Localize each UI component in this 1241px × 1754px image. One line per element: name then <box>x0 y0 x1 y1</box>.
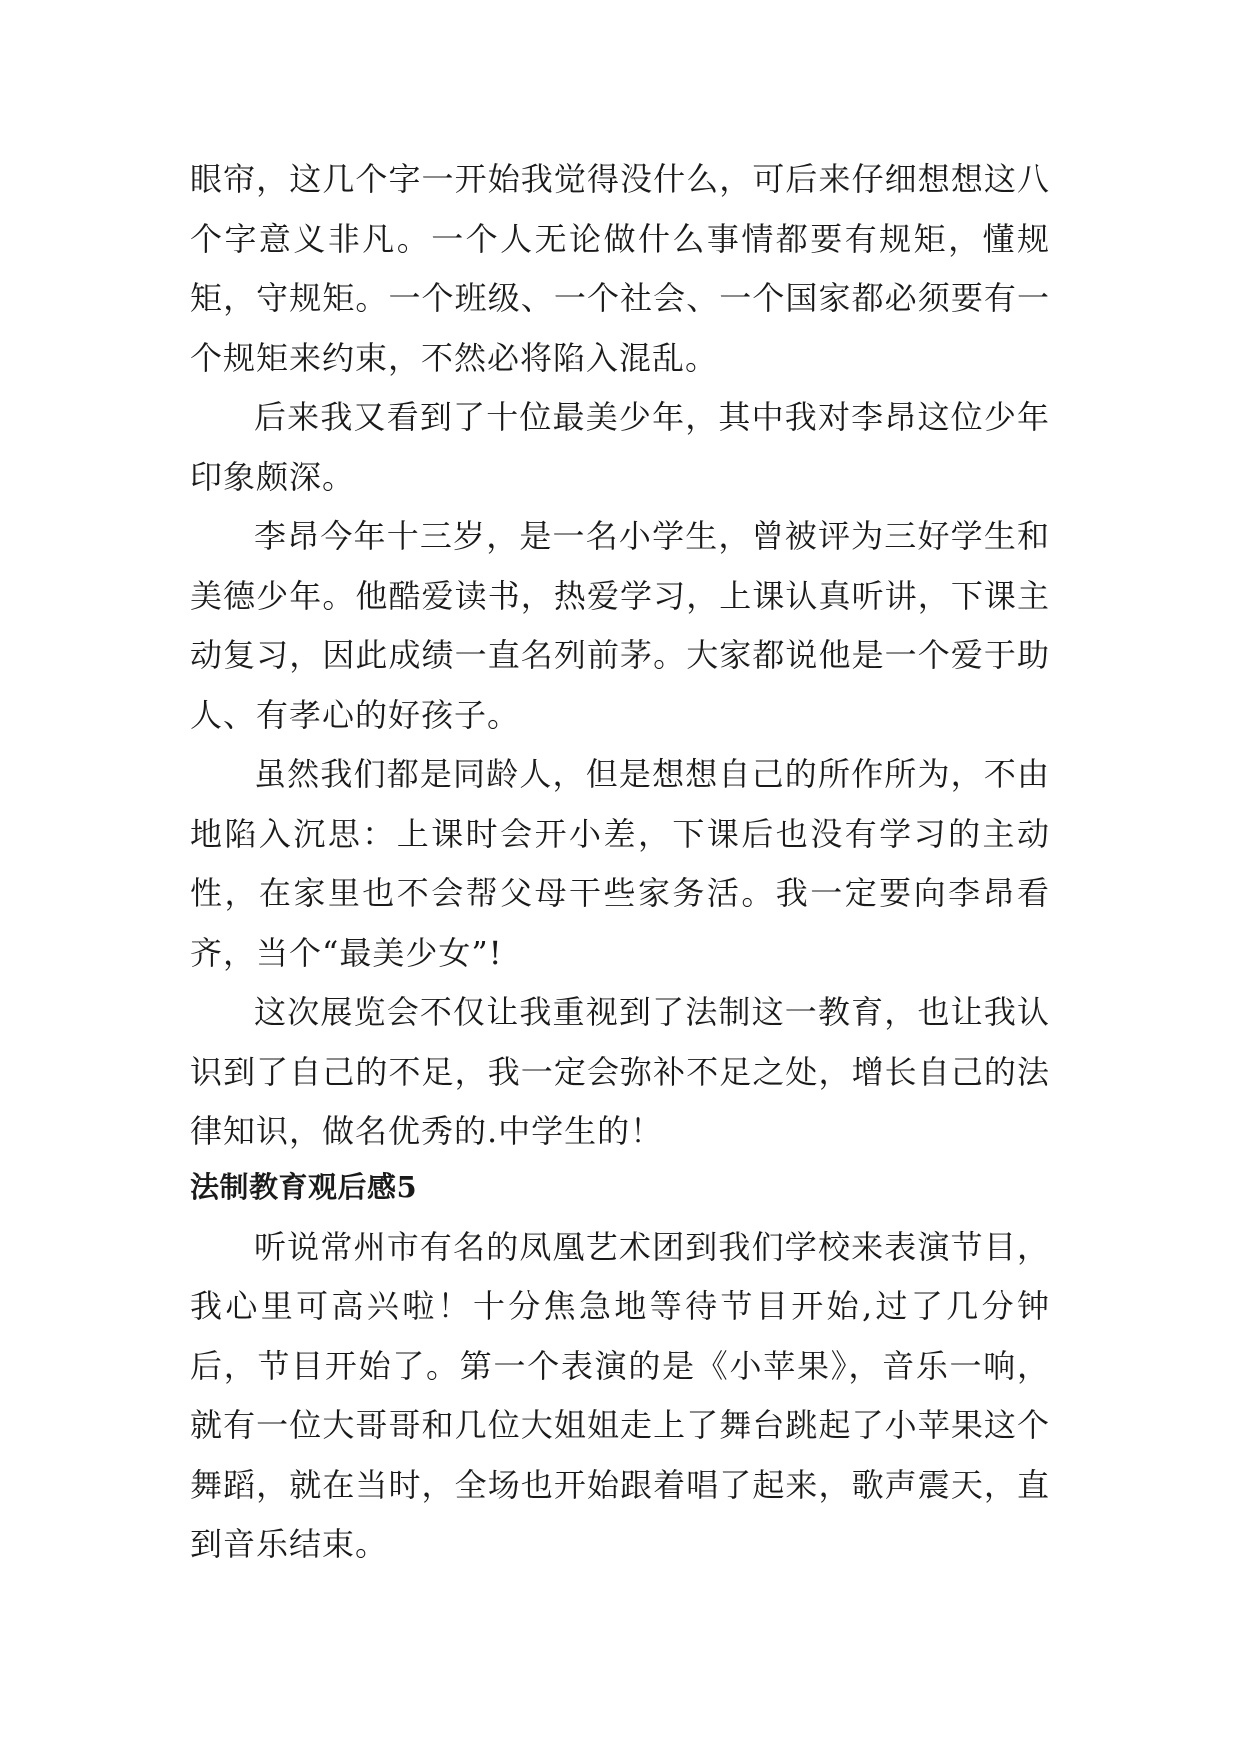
paragraph: 这次展览会不仅让我重视到了法制这一教育，也让我认识到了自己的不足，我一定会弥补不足之处，增长自己的法律知识，做名优秀的.中学生的！ <box>190 993 1050 1150</box>
section-heading: 法制教育观后感5 <box>190 1169 418 1204</box>
paragraph: 眼帘，这几个字一开始我觉得没什么，可后来仔细想想这八个字意义非凡。一个人无论做什么事情都要有规矩，懂规矩，守规矩。一个班级、一个社会、一个国家都必须要有一个规矩来约束，不然必将陷入混乱。 <box>190 160 1050 377</box>
paragraph: 虽然我们都是同龄人，但是想想自己的所作所为，不由地陷入沉思：上课时会开小差，下课后也没有学习的主动性，在家里也不会帮父母干些家务活。我一定要向李昂看齐，当个“最美少女”! <box>190 755 1050 972</box>
paragraph: 李昂今年十三岁，是一名小学生，曾被评为三好学生和美德少年。他酷爱读书，热爱学习，上课认真听讲，下课主动复习，因此成绩一直名列前茅。大家都说他是一个爱于助人、有孝心的好孩子。 <box>190 517 1050 734</box>
paragraph: 后来我又看到了十位最美少年，其中我对李昂这位少年印象颇深。 <box>190 398 1050 496</box>
paragraph: 听说常州市有名的凤凰艺术团到我们学校来表演节目，我心里可高兴啦！十分焦急地等待节目开始,过了几分钟后，节目开始了。第一个表演的是《小苹果》，音乐一响，就有一位大哥哥和几位大姐姐走上了舞台跳起了小苹果这个舞蹈，就在当时，全场也开始跟着唱了起来，歌声震天，直到音乐结束。 <box>190 1227 1050 1563</box>
document-body <box>190 150 1050 1575</box>
